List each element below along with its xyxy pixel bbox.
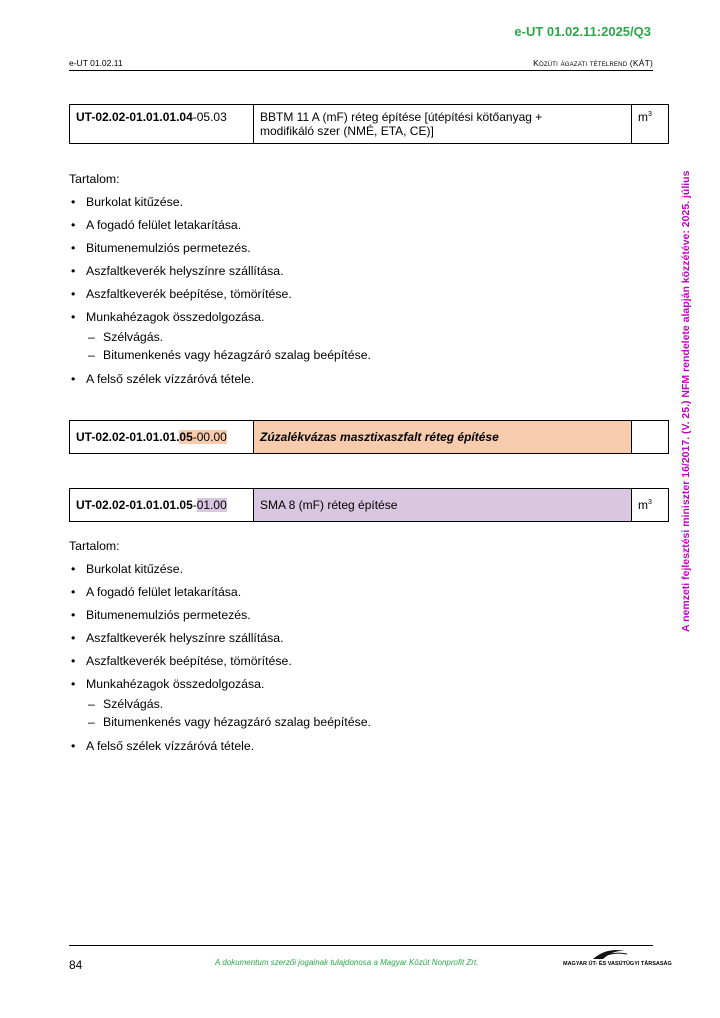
sub-list-item: – Bitumenkenés vagy hézagzáró szalag beépítése. bbox=[88, 715, 371, 729]
document-code: e-UT 01.02.11:2025/Q3 bbox=[514, 24, 651, 39]
list-item: • Bitumenemulziós permetezés. bbox=[71, 608, 251, 622]
item-content-3 bbox=[69, 539, 649, 762]
sub-list-item: – Bitumenkenés vagy hézagzáró szalag beépítése. bbox=[88, 348, 371, 362]
page-number: 84 bbox=[69, 958, 83, 972]
list-item: • Burkolat kitűzése. bbox=[71, 195, 184, 209]
list-item: • Munkahézagok összedolgozása. – Szélvágás. – Bitumenkenés vagy hézagzáró szalag beépítése. bbox=[69, 677, 649, 731]
item-table-2 bbox=[69, 420, 669, 454]
item-unit bbox=[632, 421, 669, 454]
sub-list bbox=[86, 695, 649, 731]
item-description: Zúzalékvázas masztixaszfalt réteg építése bbox=[254, 421, 632, 454]
content-title: Tartalom: bbox=[69, 539, 120, 553]
company-logo bbox=[563, 947, 672, 969]
item-code: UT-02.02-01.01.01.04-05.03 bbox=[70, 105, 254, 144]
content-list bbox=[69, 195, 649, 387]
logo-text: MAGYAR ÚT- ÉS VASÚTÜGYI TÁRSASÁG bbox=[563, 961, 672, 967]
item-description: SMA 8 (mF) réteg építése bbox=[254, 489, 632, 522]
sub-list bbox=[86, 328, 649, 364]
copyright-notice: A dokumentum szerzői jogainak tulajdonosa a Magyar Közút Nonprofit Zrt. bbox=[215, 958, 479, 967]
list-item: • A felső szélek vízzáróvá tétele. bbox=[71, 739, 255, 753]
logo-swoosh-icon bbox=[563, 947, 655, 961]
sub-list-item: – Szélvágás. bbox=[88, 330, 164, 344]
list-item: • Aszfaltkeverék beépítése, tömörítése. bbox=[71, 287, 292, 301]
item-unit: $m^3$ bbox=[632, 489, 669, 522]
footer-divider bbox=[69, 945, 653, 946]
list-item: • A fogadó felület letakarítása. bbox=[71, 585, 242, 599]
sub-list-item: – Szélvágás. bbox=[88, 697, 164, 711]
item-table-3 bbox=[69, 488, 669, 522]
list-item: • Aszfaltkeverék helyszínre szállítása. bbox=[71, 264, 284, 278]
item-unit: $m^3$ bbox=[632, 105, 669, 144]
content-title: Tartalom: bbox=[69, 172, 120, 186]
item-code: UT-02.02-01.01.01.05-01.00 bbox=[70, 489, 254, 522]
item-code: UT-02.02-01.01.01.05-00.00 bbox=[70, 421, 254, 454]
list-item: • Aszfaltkeverék helyszínre szállítása. bbox=[71, 631, 284, 645]
list-item: • A felső szélek vízzáróvá tétele. bbox=[71, 372, 255, 386]
page-header bbox=[69, 58, 653, 71]
list-item: • Burkolat kitűzése. bbox=[71, 562, 184, 576]
list-item: • A fogadó felület letakarítása. bbox=[71, 218, 242, 232]
list-item: • Munkahézagok összedolgozása. – Szélvágás. – Bitumenkenés vagy hézagzáró szalag beépítése. bbox=[69, 310, 649, 364]
item-content-1 bbox=[69, 172, 649, 395]
item-description: BBTM 11 A (mF) réteg építése [útépítési kötőanyag + modifikáló szer (NMÉ, ETA, CE)] bbox=[254, 105, 632, 144]
header-left: e-UT 01.02.11 bbox=[69, 58, 123, 68]
header-right: Közúti ágazati tételrend (KÁT) bbox=[533, 58, 653, 68]
side-publication-note: A nemzeti fejlesztési miniszter 16/2017. (V. 25.) NFM rendelete alapján közzétéve: 2025. július bbox=[680, 170, 692, 632]
list-item: • Aszfaltkeverék beépítése, tömörítése. bbox=[71, 654, 292, 668]
content-list bbox=[69, 562, 649, 754]
list-item: • Bitumenemulziós permetezés. bbox=[71, 241, 251, 255]
item-table-1 bbox=[69, 104, 669, 144]
